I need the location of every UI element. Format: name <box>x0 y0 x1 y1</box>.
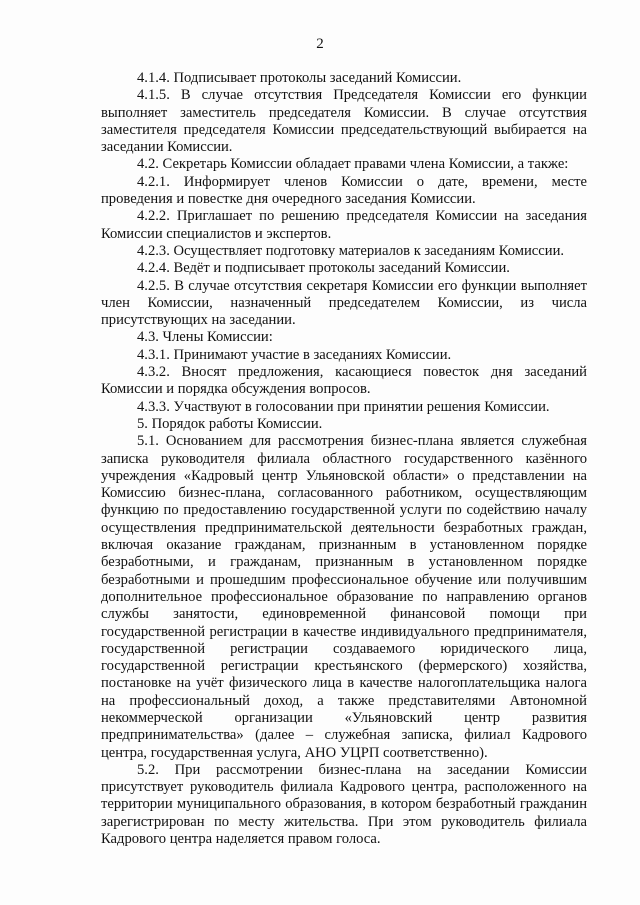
paragraph-4-3-2: 4.3.2. Вносят предложения, касающиеся повесток дня заседаний Комиссии и порядка обсуждения вопросов. <box>101 364 587 398</box>
paragraph-4-3: 4.3. Члены Комиссии: <box>137 329 273 346</box>
paragraph-4-1-5: 4.1.5. В случае отсутствия Председателя Комиссии его функции выполняет заместитель председателя Комиссии. В случае отсутствия заместителя председателя Комиссии председательствующий выбирается на заседании Комиссии. <box>101 87 587 156</box>
paragraph-4-2-1: 4.2.1. Информирует членов Комиссии о дате, времени, месте проведения и повестке дня очередного заседания Комиссии. <box>101 173 587 208</box>
paragraph-5-1: 5.1. Основанием для рассмотрения бизнес-плана является служебная записка руководителя филиала областного государственного казённого учреждения «Кадровый центр Ульяновской области» о представлении на Комиссию бизнес-плана, согласованного работником, осуществляющим функцию по предоставлению государственной услуги по содействию началу осуществления предпринимательской деятельности безработных граждан, включая оказание гражданам, признанным в установленном порядке безработными, и гражданам, признанным в установленном порядке безработными и прошедшим профессиональное обучение или получившим дополнительное профессиональное образование по направлению органов службы занятости, единовременной финансовой помощи при государственной регистрации в качестве индивидуального предпринимателя, государственной регистрации создаваемого юридического лица, государственной регистрации крестьянского (фермерского) хозяйства, постановке на учёт физического лица в качестве налогоплательщика налога на профессиональный доход, а также представителями Автономной некоммерческой организации «Ульяновский центр развития предпринимательства» (далее – служебная записка, филиал Кадрового центра, государственная услуга, АНО УЦРП соответственно). <box>101 433 587 761</box>
paragraph-4-2-5: 4.2.5. В случае отсутствия секретаря Комиссии его функции выполняет член Комиссии, назначенный председателем Комиссии, из числа присутствующих на заседании. <box>101 277 587 329</box>
section-5-heading: 5. Порядок работы Комиссии. <box>137 415 323 432</box>
paragraph-4-2-3: 4.2.3. Осуществляет подготовку материалов к заседаниям Комиссии. <box>137 242 565 259</box>
paragraph-4-3-1: 4.3.1. Принимают участие в заседаниях Комиссии. <box>137 346 452 363</box>
paragraph-4-3-3: 4.3.3. Участвуют в голосовании при принятии решения Комиссии. <box>137 398 550 415</box>
page-number: 2 <box>316 36 324 52</box>
paragraph-4-2-2: 4.2.2. Приглашает по решению председателя Комиссии на заседания Комиссии специалистов и экспертов. <box>101 208 587 242</box>
paragraph-4-2-4: 4.2.4. Ведёт и подписывает протоколы заседаний Комиссии. <box>137 260 510 277</box>
document-body <box>101 70 587 848</box>
paragraph-4-2: 4.2. Секретарь Комиссии обладает правами члена Комиссии, а также: <box>137 156 569 173</box>
paragraph-5-2: 5.2. При рассмотрении бизнес-плана на заседании Комиссии присутствует руководитель филиала Кадрового центра, расположенного на территории муниципального образования, в котором безработный гражданин зарегистрирован по месту жительства. При этом руководитель филиала Кадрового центра наделяется правом голоса. <box>101 761 587 848</box>
paragraph-4-1-4: 4.1.4. Подписывает протоколы заседаний Комиссии. <box>137 70 462 86</box>
